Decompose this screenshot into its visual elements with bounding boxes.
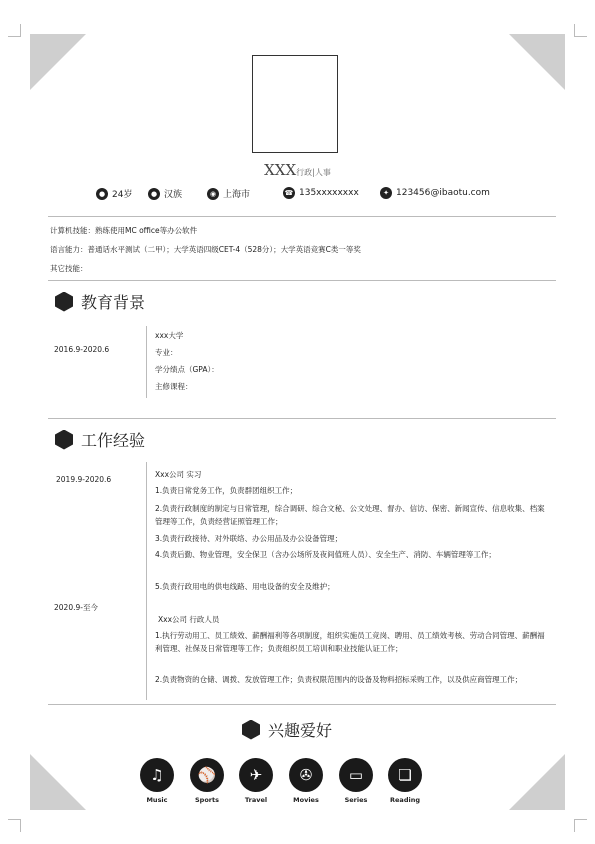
- location-icon: ◉: [207, 188, 219, 200]
- job-company: Xxx公司 行政人员: [158, 615, 220, 624]
- education-date: 2016.9-2020.6: [54, 345, 110, 354]
- education-title-text: 教育背景: [81, 293, 146, 312]
- person-icon: ●: [96, 188, 108, 200]
- job-company: Xxx公司 实习: [155, 470, 202, 479]
- job-duty: 1.负责日常党务工作，负责群团组织工作；: [155, 486, 298, 495]
- name-heading: [0, 161, 595, 179]
- twitter-icon: ✦: [380, 187, 392, 199]
- info-age: [96, 187, 132, 200]
- corner-triangle-top-right: [509, 34, 565, 90]
- work-section-title: [55, 428, 145, 451]
- corner-triangle-top-left: [30, 34, 86, 90]
- hobby-label: Movies: [293, 796, 319, 804]
- info-ethnicity: [148, 187, 182, 200]
- job-duty: 4.负责后勤、物业管理，安全保卫（含办公场所及夜间值班人员）、安全生产、消防、车辆管理等工作；: [155, 550, 496, 559]
- info-phone-text: 135xxxxxxxx: [299, 188, 359, 198]
- divider: [48, 280, 556, 281]
- music-icon: ♫: [140, 758, 174, 792]
- info-email-text: 123456@ibaotu.com: [396, 188, 490, 198]
- hobby-series: [336, 758, 376, 804]
- divider: [48, 216, 556, 217]
- info-city: [207, 187, 250, 200]
- sports-icon: ⚾: [190, 758, 224, 792]
- job-date: 2019.9-2020.6: [56, 475, 112, 484]
- hobby-label: Sports: [195, 796, 219, 804]
- info-phone: [283, 187, 359, 199]
- education-gpa: 学分绩点（GPA）：: [155, 365, 219, 374]
- info-email: [380, 187, 490, 199]
- hobby-sports: [187, 758, 227, 804]
- corner-triangle-bottom-left: [30, 754, 86, 810]
- education-courses: 主修课程：: [155, 382, 193, 391]
- education-timeline: [146, 326, 147, 398]
- hobby-label: Series: [344, 796, 368, 804]
- phone-icon: ☎: [284, 189, 294, 197]
- photo-placeholder[interactable]: [252, 55, 338, 153]
- job-date: 2020.9-至今: [54, 603, 98, 612]
- hexagon-icon: [242, 720, 260, 740]
- movies-icon: ✇: [289, 758, 323, 792]
- info-ethnicity-text: 汉族: [164, 190, 183, 200]
- hobby-movies: [286, 758, 326, 804]
- divider: [48, 704, 556, 705]
- education-school: xxx大学: [155, 331, 184, 340]
- info-city-text: 上海市: [223, 190, 251, 200]
- hobby-label: Reading: [390, 796, 420, 804]
- person-icon: ●: [148, 188, 160, 200]
- candidate-name: XXX: [264, 161, 297, 179]
- candidate-position: 行政|人事: [296, 168, 331, 177]
- hobby-label: Travel: [244, 796, 268, 804]
- hobbies-title-text: 兴趣爱好: [268, 721, 333, 740]
- crop-mark-tl: [8, 24, 21, 37]
- hexagon-icon: [55, 430, 73, 450]
- job-duty: 3.负责行政接待、对外联络、办公用品及办公设备管理；: [155, 534, 343, 543]
- skill-other: 其它技能：: [50, 264, 88, 273]
- info-age-text: 24岁: [112, 190, 133, 200]
- travel-icon: ✈: [239, 758, 273, 792]
- series-icon: ▭: [339, 758, 373, 792]
- crop-mark-bl: [8, 819, 21, 832]
- skill-language: 语言能力：普通话水平测试（二甲）；大学英语四级CET-4（528分）；大学英语竞赛C类一等奖: [50, 245, 361, 254]
- job-duty: 5.负责行政用电的供电线路、用电设备的安全及维护；: [155, 582, 335, 591]
- education-section-title: [55, 290, 145, 313]
- hobby-label: Music: [146, 796, 168, 804]
- hexagon-icon: [55, 292, 73, 312]
- crop-mark-tr: [574, 24, 587, 37]
- skill-computer: 计算机技能：熟练使用MC office等办公软件: [50, 226, 198, 235]
- crop-mark-br: [574, 819, 587, 832]
- reading-icon: ❏: [388, 758, 422, 792]
- job-duty: 2.负责行政制度的制定与日常管理，综合调研、综合文秘、公文处理、督办、信访、保密、新闻宣传、信息收集、档案管理等工作，负责经营证照管理工作；: [155, 504, 545, 526]
- work-title-text: 工作经验: [81, 431, 146, 450]
- hobby-reading: [385, 758, 425, 804]
- corner-triangle-bottom-right: [509, 754, 565, 810]
- divider: [48, 418, 556, 419]
- hobby-music: [137, 758, 177, 804]
- hobbies-section-title: [242, 718, 332, 741]
- work-timeline: [146, 462, 147, 700]
- job-duty: 1.执行劳动用工、员工绩效、薪酬福利等各项制度，组织实施员工竞岗、聘用、员工绩效考核、劳动合同管理、薪酬福利管理、社保及日常管理等工作；负责组织员工培训和职业技能认证工作；: [155, 631, 545, 653]
- hobby-travel: [236, 758, 276, 804]
- job-duty: 2.负责物资的仓储、调拨、发放管理工作；负责权限范围内的设备及物料招标采购工作，以及供应商管理工作；: [155, 675, 523, 684]
- education-major: 专业：: [155, 348, 178, 357]
